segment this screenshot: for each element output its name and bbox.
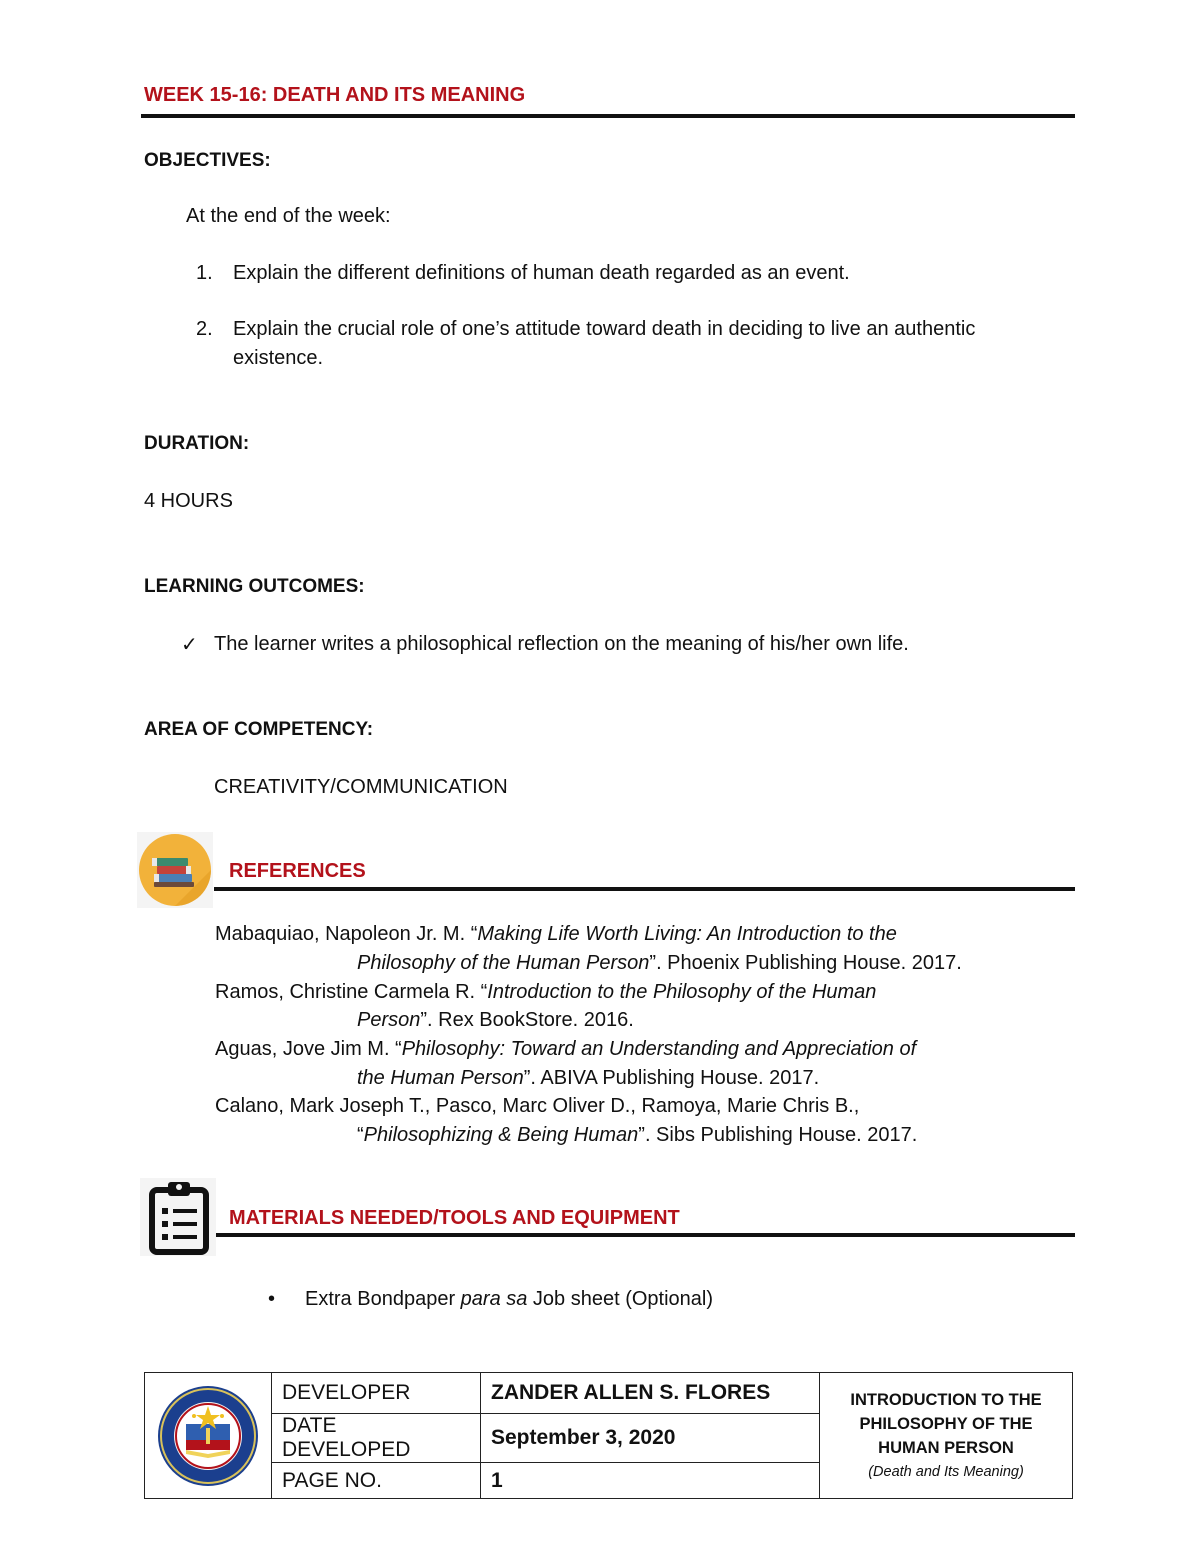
page-no-value: 1 [481,1463,820,1499]
reference-entry [215,1035,916,1064]
reference-title: Philosophy: Toward an Understanding and Appreciation of [401,1038,917,1060]
references-heading: REFERENCES [229,860,366,882]
date-developed-label: DATE DEVELOPED [272,1414,481,1463]
reference-entry [215,978,876,1007]
reference-author: Mabaquiao, Napoleon Jr. M. “ [215,923,478,945]
materials-item [305,1288,713,1311]
reference-title: Making Life Worth Living: An Introduction to the [477,923,897,945]
duration-heading: DURATION: [144,433,250,454]
course-title-cell [820,1373,1073,1499]
developer-label: DEVELOPER [272,1373,481,1414]
school-logo-cell [145,1373,272,1499]
reference-title: Person [357,1009,421,1031]
reference-title: the Human Person [357,1067,524,1089]
reference-publisher: ”. Rex BookStore. 2016. [420,1009,634,1031]
reference-author: Calano, Mark Joseph T., Pasco, Marc Oliver D., Ramoya, Marie Chris B., [215,1095,860,1117]
reference-title: Philosophizing & Being Human [363,1124,639,1146]
reference-title: Philosophy of the Human Person [357,952,650,974]
reference-publisher: ”. Sibs Publishing House. 2017. [638,1124,918,1146]
course-title-line: INTRODUCTION TO THE [850,1390,1042,1409]
footer-table [144,1372,1073,1499]
reference-entry [215,920,897,949]
competency-heading: AREA OF COMPETENCY: [144,719,374,740]
reference-publisher: ”. Phoenix Publishing House. 2017. [649,952,962,974]
materials-rule [216,1233,1075,1237]
objective-item: Explain the different definitions of human death regarded as an event. [233,262,850,284]
reference-entry-continued [357,1006,634,1035]
course-title-line: PHILOSOPHY OF THE [859,1414,1033,1433]
materials-heading: MATERIALS NEEDED/TOOLS AND EQUIPMENT [229,1207,680,1229]
page-title: WEEK 15-16: DEATH AND ITS MEANING [144,84,526,106]
materials-item-text: Extra Bondpaper [305,1288,461,1310]
reference-author: Aguas, Jove Jim M. “ [215,1038,402,1060]
learning-outcome-item: The learner writes a philosophical reflection on the meaning of his/her own life. [214,633,909,655]
developer-value: ZANDER ALLEN S. FLORES [481,1373,820,1414]
clipboard-icon [140,1178,216,1256]
reference-title: Introduction to the Philosophy of the Human [487,981,877,1003]
date-developed-value: September 3, 2020 [481,1414,820,1463]
reference-entry-continued [357,1121,917,1150]
reference-quote: “ [357,1124,364,1146]
reference-publisher: ”. ABIVA Publishing House. 2017. [523,1067,820,1089]
materials-item-text: Job sheet (Optional) [527,1288,714,1310]
references-rule [214,887,1075,891]
objective-item-continued: existence. [233,347,324,369]
bullet-icon: • [268,1288,276,1310]
reference-entry [215,1092,859,1121]
title-rule [141,114,1075,118]
competency-value: CREATIVITY/COMMUNICATION [214,776,508,798]
duration-value: 4 HOURS [144,490,233,512]
books-icon [137,832,213,908]
objective-item: Explain the crucial role of one’s attitude toward death in deciding to live an authentic [233,318,976,340]
page-no-label: PAGE NO. [272,1463,481,1499]
reference-entry-continued [357,1064,819,1093]
materials-item-italic: para sa [460,1288,528,1310]
reference-author: Ramos, Christine Carmela R. “ [215,981,488,1003]
course-subtitle: (Death and Its Meaning) [868,1463,1024,1480]
checkmark-icon: ✓ [181,634,198,656]
objectives-heading: OBJECTIVES: [144,150,271,171]
learning-outcomes-heading: LEARNING OUTCOMES: [144,576,365,597]
reference-entry-continued [357,949,962,978]
objective-number: 1. [196,262,213,284]
objective-number: 2. [196,318,213,340]
objectives-intro: At the end of the week: [186,205,391,227]
school-seal-icon [145,1384,271,1488]
course-title-line: HUMAN PERSON [878,1438,1014,1457]
